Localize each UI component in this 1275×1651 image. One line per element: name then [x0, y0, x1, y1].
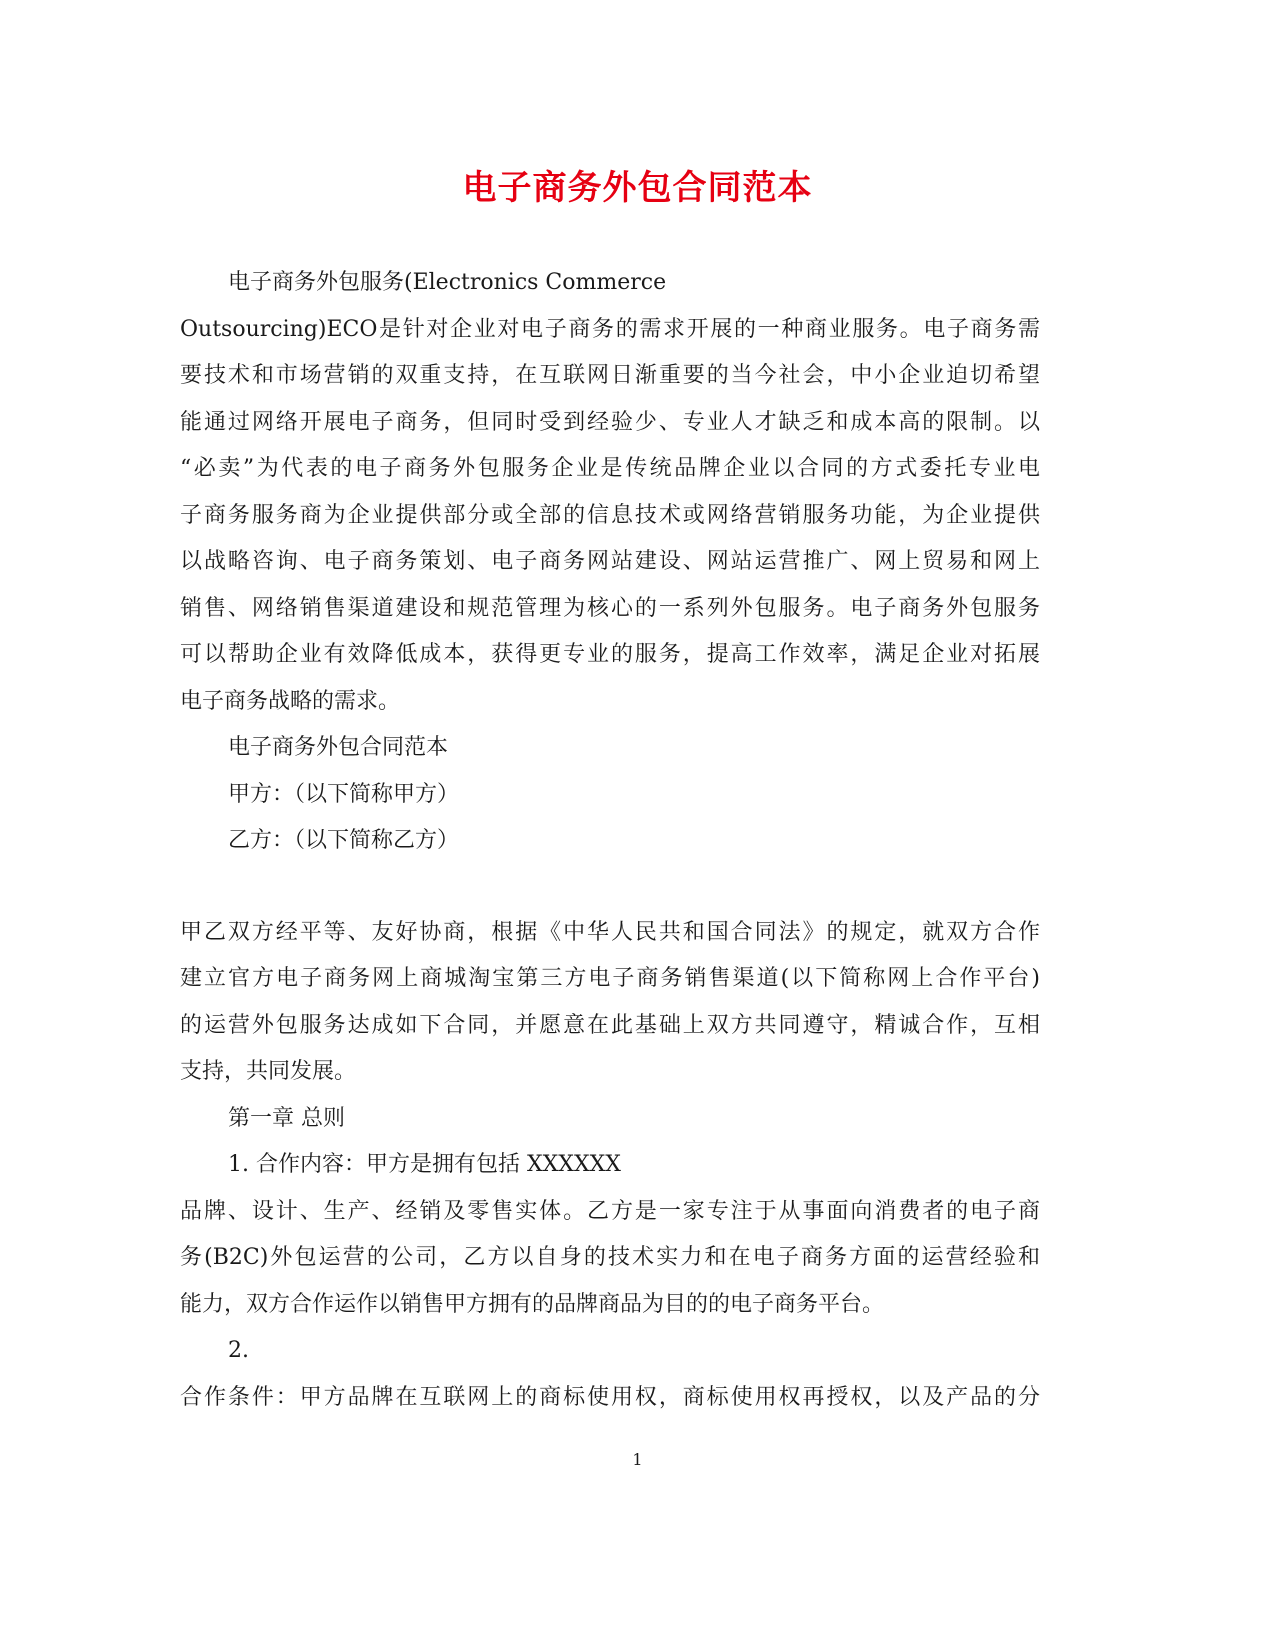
item1-line-4: 能力，双方合作运作以销售甲方拥有的品牌商品为目的的电子商务平台。 — [180, 1291, 885, 1317]
intro-line-6: 子商务服务商为企业提供部分或全部的信息技术或网络营销服务功能，为企业提供 — [180, 502, 1040, 528]
page-number: 1 — [632, 1450, 643, 1469]
preamble-line-1: 甲乙双方经平等、友好协商，根据《中华人民共和国合同法》的规定，就双方合作 — [180, 919, 1040, 945]
intro-line-4: 能通过网络开展电子商务，但同时受到经验少、专业人才缺乏和成本高的限制。以 — [180, 409, 1040, 435]
document-title: 电子商务外包合同范本 — [462, 168, 813, 208]
party-b-line: 乙方：（以下简称乙方） — [228, 828, 460, 853]
intro-line-7: 以战略咨询、电子商务策划、电子商务网站建设、网站运营推广、网上贸易和网上 — [180, 549, 1040, 574]
intro-line-3: 要技术和市场营销的双重支持，在互联网日渐重要的当今社会，中小企业迫切希望 — [180, 363, 1040, 388]
item1-line-2: 品牌、设计、生产、经销及零售实体。乙方是一家专注于从事面向消费者的电子商 — [180, 1198, 1040, 1224]
document-body — [180, 260, 1040, 1421]
intro-line-5: “必卖”为代表的电子商务外包服务企业是传统品牌企业以合同的方式委托专业电 — [180, 456, 1040, 481]
item1-line-1: 1. 合作内容：甲方是拥有包括 XXXXXX — [228, 1152, 621, 1177]
blank-line — [180, 865, 1040, 910]
contract-title-line: 电子商务外包合同范本 — [228, 735, 449, 760]
intro-line-2: Outsourcing)ECO是针对企业对电子商务的需求开展的一种商业服务。电子商务需 — [180, 316, 1040, 342]
item2-line-2: 合作条件：甲方品牌在互联网上的商标使用权，商标使用权再授权，以及产品的分 — [180, 1384, 1040, 1410]
intro-line-9: 可以帮助企业有效降低成本，获得更专业的服务，提高工作效率，满足企业对拓展 — [180, 642, 1040, 667]
item2-line-1: 2. — [228, 1338, 249, 1363]
preamble-line-4: 支持，共同发展。 — [180, 1059, 357, 1084]
chapter-heading: 第一章 总则 — [228, 1105, 345, 1131]
intro-line-8: 销售、网络销售渠道建设和规范管理为核心的一系列外包服务。电子商务外包服务 — [180, 595, 1040, 621]
item1-line-3: 务(B2C)外包运营的公司，乙方以自身的技术实力和在电子商务方面的运营经验和 — [180, 1245, 1040, 1270]
party-a-line: 甲方：（以下简称甲方） — [228, 781, 460, 807]
intro-line-1: 电子商务外包服务(Electronics Commerce — [228, 270, 667, 295]
preamble-line-3: 的运营外包服务达成如下合同，并愿意在此基础上双方共同遵守，精诚合作，互相 — [180, 1012, 1040, 1038]
preamble-line-2: 建立官方电子商务网上商城淘宝第三方电子商务销售渠道(以下简称网上合作平台) — [180, 966, 1040, 991]
intro-line-10: 电子商务战略的需求。 — [180, 688, 401, 714]
